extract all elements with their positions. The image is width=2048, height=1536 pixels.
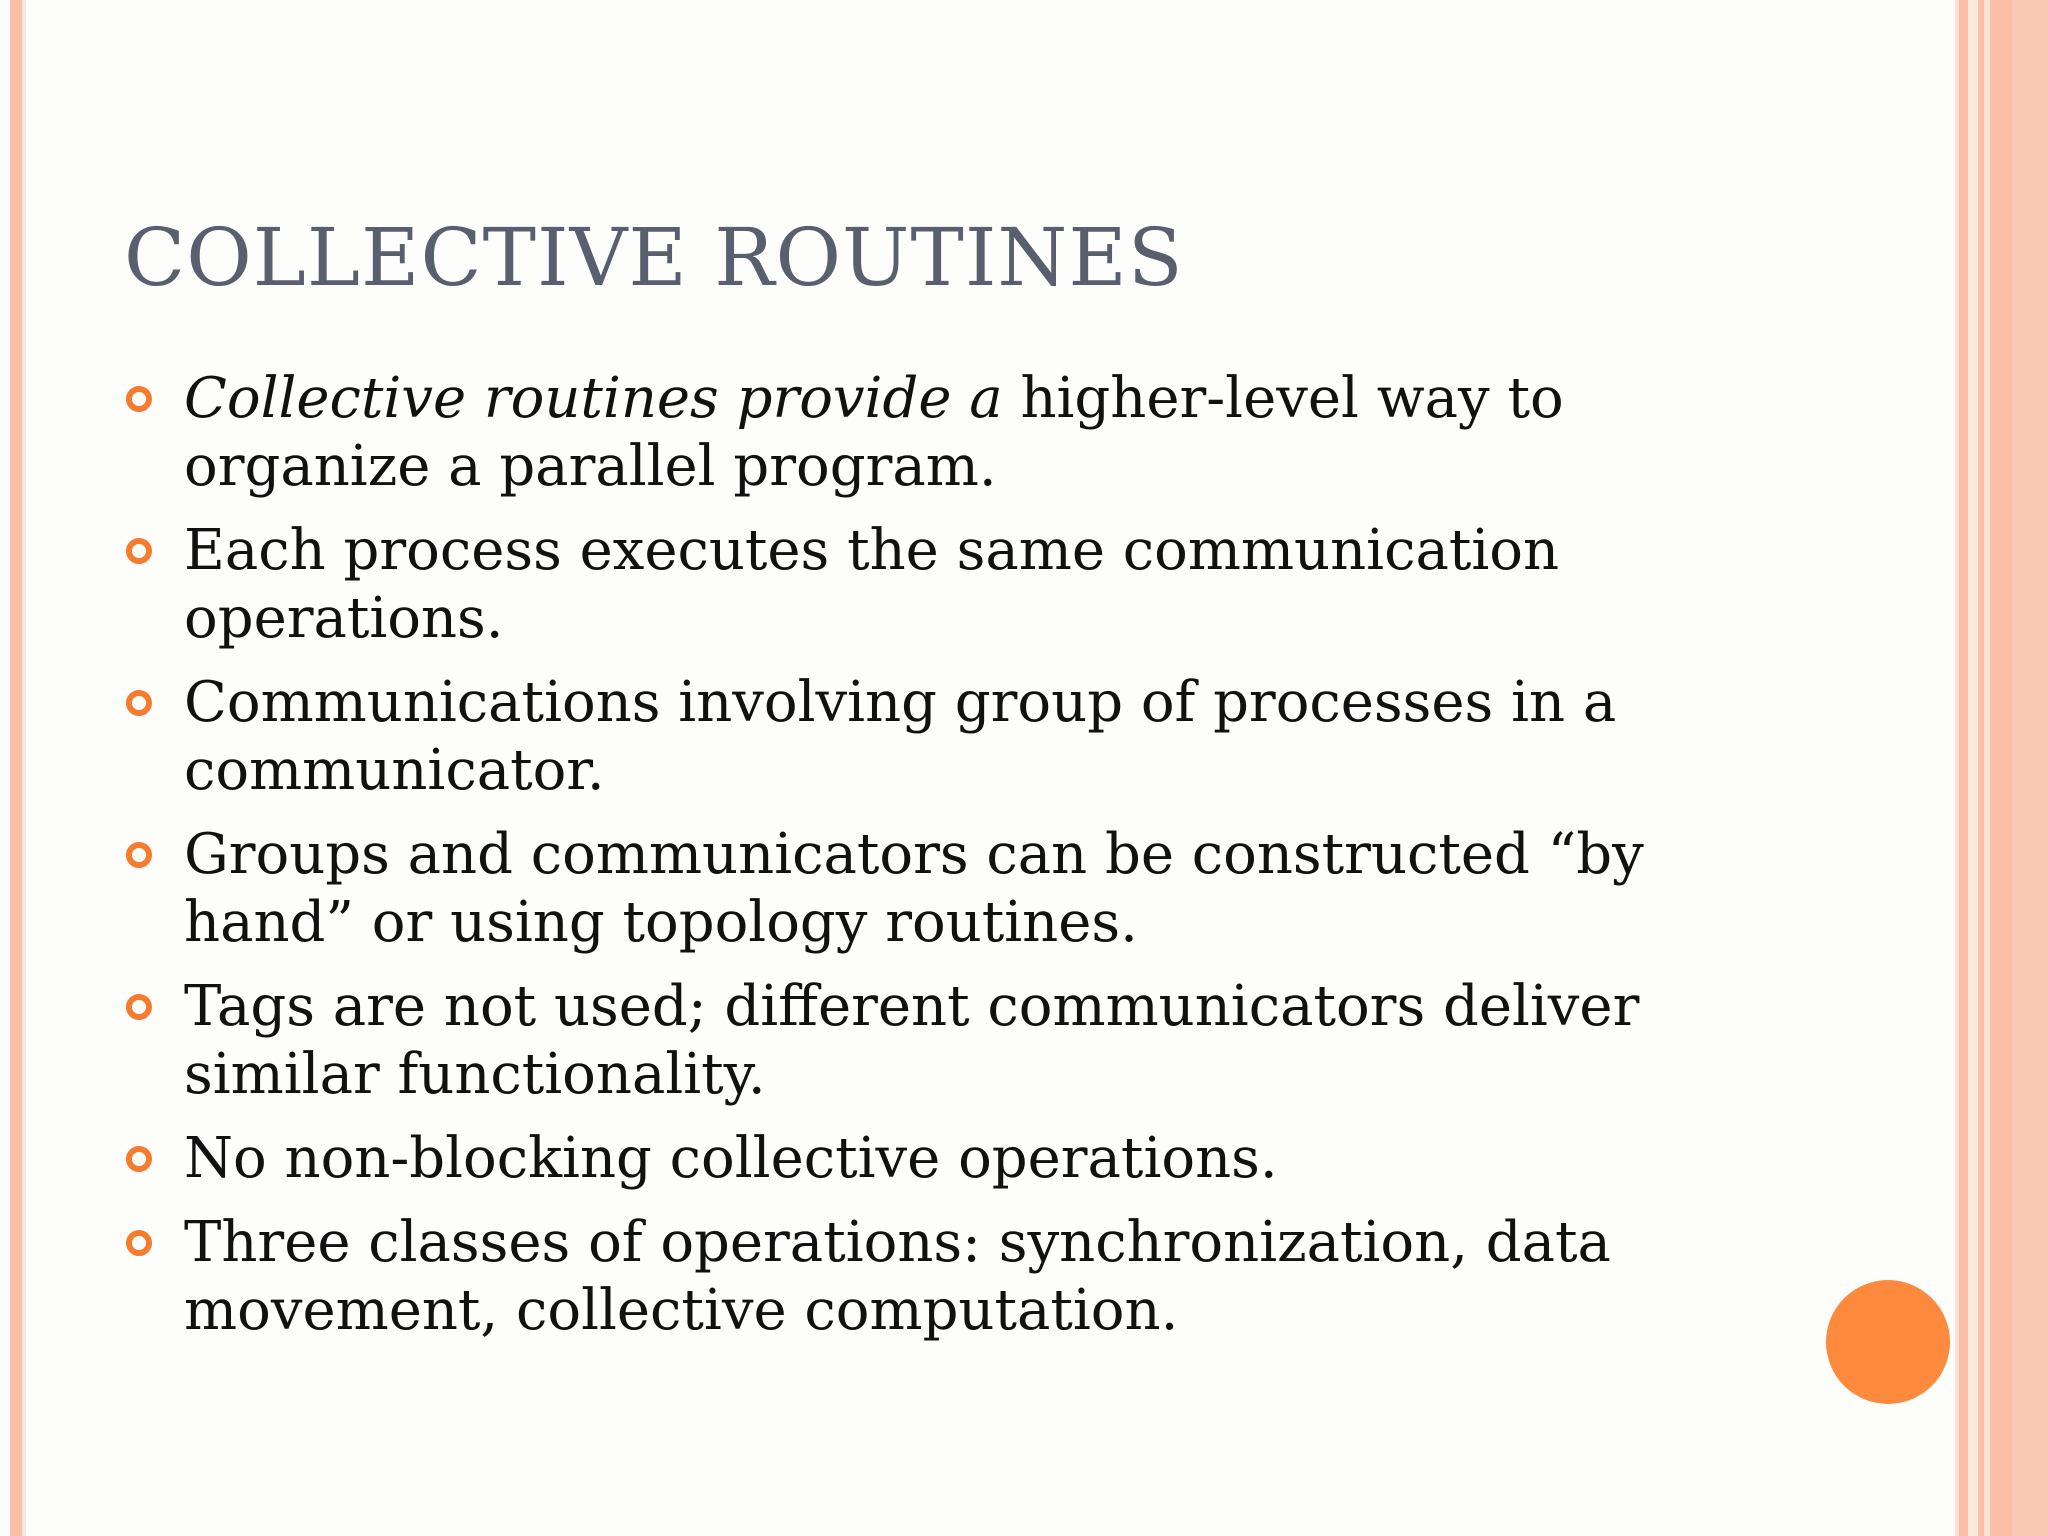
bullet-item xyxy=(124,1209,1684,1345)
right-border-stripe xyxy=(1990,0,2012,1536)
slide-title: COLLECTIVE ROUTINES xyxy=(124,211,1184,304)
bullet-item xyxy=(124,1125,1684,1193)
hollow-circle-bullet-icon xyxy=(126,1230,152,1256)
right-border-stripe xyxy=(2012,0,2048,1536)
bullet-item xyxy=(124,669,1684,805)
hollow-circle-bullet-icon xyxy=(126,994,152,1020)
hollow-circle-bullet-icon xyxy=(126,842,152,868)
orange-accent-circle xyxy=(1826,1280,1950,1404)
left-border-stripe-light xyxy=(22,0,26,1536)
hollow-circle-bullet-icon xyxy=(126,1146,152,1172)
bullet-item xyxy=(124,973,1684,1109)
hollow-circle-bullet-icon xyxy=(126,690,152,716)
bullet-item xyxy=(124,365,1684,501)
bullet-text: Tags are not used; different communicators deliver similar functionality. xyxy=(184,974,1640,1107)
left-border-stripe xyxy=(10,0,22,1536)
hollow-circle-bullet-icon xyxy=(126,538,152,564)
bullet-text: No non-blocking collective operations. xyxy=(184,1126,1278,1191)
right-border-stripe xyxy=(1968,0,1978,1536)
bullet-item xyxy=(124,821,1684,957)
bullet-text: Communications involving group of processes in a communicator. xyxy=(184,670,1617,803)
bullet-text: higher-level way to organize a parallel program. xyxy=(184,366,1564,499)
bullet-text: Groups and communicators can be constructed “by hand” or using topology routines. xyxy=(184,822,1644,955)
bullet-text: Each process executes the same communication operations. xyxy=(184,518,1560,651)
hollow-circle-bullet-icon xyxy=(126,386,152,412)
right-border-stripe xyxy=(1959,0,1968,1536)
bullet-text: Three classes of operations: synchronization, data movement, collective computation. xyxy=(184,1210,1611,1343)
bullet-italic-text: Collective routines provide a xyxy=(184,366,1003,431)
bullet-list xyxy=(124,365,1684,1361)
bullet-item xyxy=(124,517,1684,653)
